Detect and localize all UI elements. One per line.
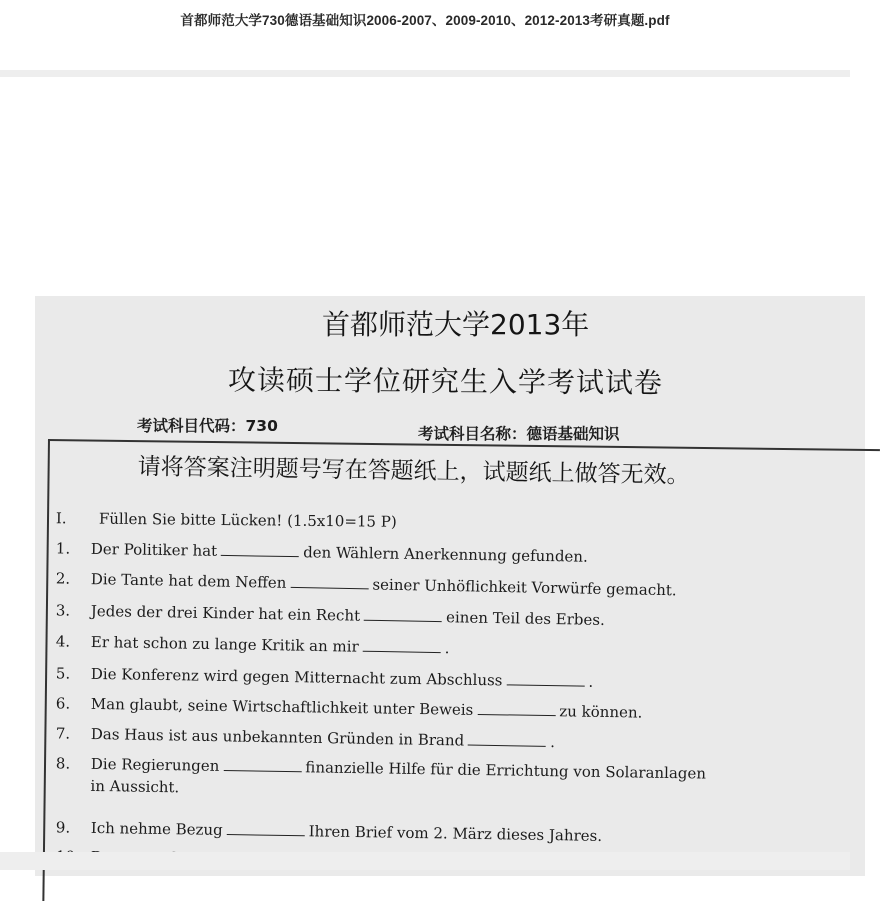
question-number: 1. bbox=[56, 539, 71, 557]
question-text-before: Jedes der drei Kinder hat ein Recht bbox=[91, 602, 361, 625]
question-text-before: Man glaubt, seine Wirtschaftlichkeit unter Beweis bbox=[91, 695, 474, 719]
question-text-after: Ihren Brief vom 2. März dieses Jahres. bbox=[309, 822, 603, 845]
question-text-after: . bbox=[550, 733, 555, 751]
answer-blank bbox=[477, 702, 555, 716]
question-text-before: Die Tante hat dem Neffen bbox=[91, 570, 287, 592]
question-continuation: in Aussicht. bbox=[90, 777, 179, 796]
answer-blank bbox=[364, 608, 442, 622]
section-number: I. bbox=[56, 509, 67, 527]
question-text-after: einen Teil des Erbes. bbox=[446, 608, 605, 629]
question-text-before: Ich nehme Bezug bbox=[91, 819, 223, 839]
exam-title-line2: 攻读硕士学位研究生入学考试试卷 bbox=[228, 358, 663, 401]
question-text-before: Er hat schon zu lange Kritik an mir bbox=[91, 633, 359, 656]
answer-blank bbox=[468, 733, 546, 747]
answer-blank bbox=[227, 822, 305, 836]
answer-blank bbox=[223, 758, 301, 772]
answer-blank bbox=[290, 575, 368, 589]
answer-blank bbox=[363, 639, 441, 653]
section-title: Füllen Sie bitte Lücken! (1.5x10=15 P) bbox=[99, 510, 397, 531]
pdf-viewer[interactable] bbox=[0, 77, 850, 852]
question-text-before: Die Konferenz wird gegen Mitternacht zum Abschluss bbox=[91, 665, 503, 689]
question-number: 4. bbox=[56, 632, 71, 650]
question-text-before: Die Regierungen bbox=[91, 755, 220, 775]
question-text-before: Das Haus ist aus unbekannten Gründen in Brand bbox=[91, 725, 465, 750]
question-number: 5. bbox=[56, 664, 71, 682]
document-header bbox=[0, 0, 850, 77]
subject-name: 考试科目名称：德语基础知识 bbox=[418, 422, 620, 444]
document-title: 首都师范大学730德语基础知识2006-2007、2009-2010、2012-2013考研真题.pdf bbox=[180, 9, 669, 29]
question-number: 8. bbox=[56, 754, 71, 772]
question-text-before: Der Politiker hat bbox=[91, 540, 218, 560]
question-number: 9. bbox=[56, 818, 71, 836]
question-text-after: . bbox=[588, 673, 593, 691]
question-text-after: seiner Unhöflichkeit Vorwürfe gemacht. bbox=[372, 575, 677, 599]
question-text-after: finanzielle Hilfe für die Errichtung von Solaranlagen bbox=[305, 758, 706, 782]
question-number: 7. bbox=[56, 724, 71, 742]
question-number: 6. bbox=[56, 694, 71, 712]
question-number: 3. bbox=[56, 601, 71, 619]
subject-code: 考试科目代码：730 bbox=[137, 414, 278, 436]
instruction-text: 请将答案注明题号写在答题纸上，试题纸上做答无效。 bbox=[137, 448, 689, 490]
answer-blank bbox=[506, 672, 584, 686]
answer-blank bbox=[221, 543, 299, 557]
exam-title-line1: 首都师范大学2013年 bbox=[322, 303, 589, 343]
scanned-page bbox=[35, 296, 865, 876]
question-text-after: . bbox=[445, 639, 450, 657]
question-text-after: zu können. bbox=[559, 702, 642, 721]
viewer-bottom-bar bbox=[0, 852, 850, 870]
question-number: 2. bbox=[56, 569, 71, 587]
question-text-after: den Wählern Anerkennung gefunden. bbox=[303, 543, 588, 565]
